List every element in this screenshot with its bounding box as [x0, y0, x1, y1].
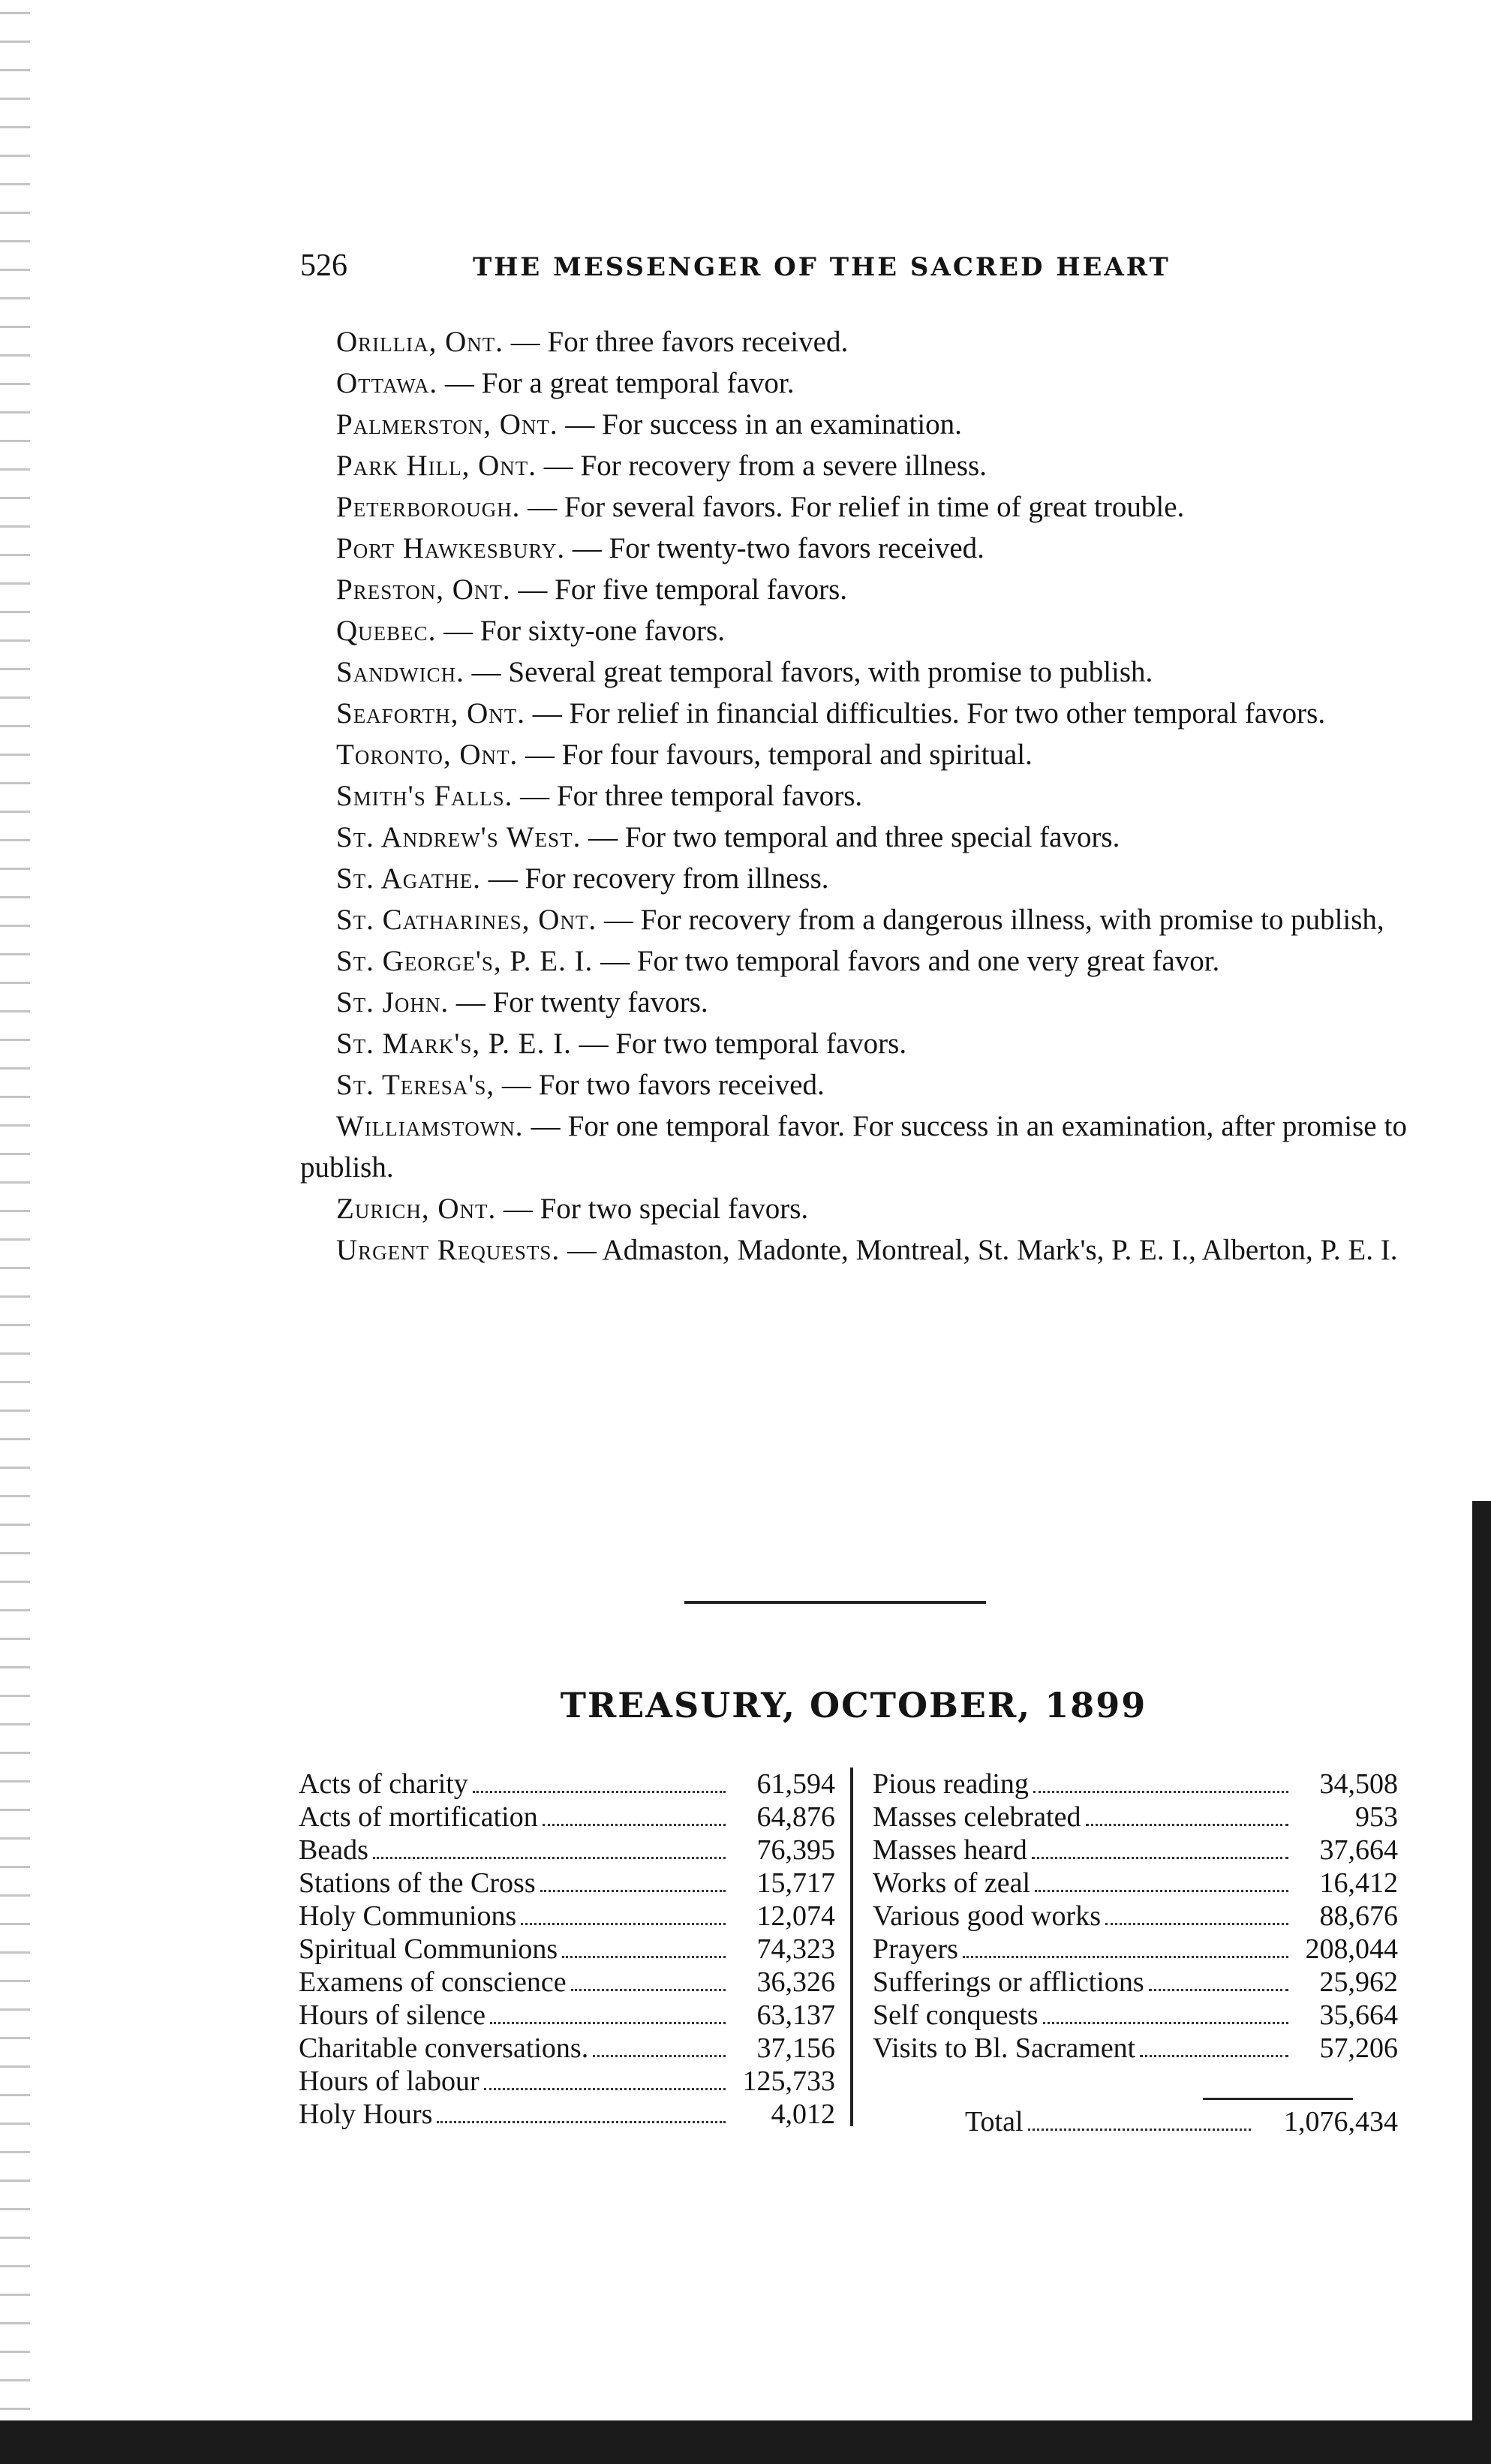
favor-entry: [300, 363, 1407, 404]
entry-text: — For recovery from a dangerous illness, with promise to publish,: [597, 904, 1384, 936]
leader-dots: [490, 2002, 726, 2024]
treasury-value: 4,012: [771, 2098, 835, 2130]
treasury-row: [299, 1966, 835, 1999]
entry-place: Williamstown.: [336, 1110, 524, 1142]
treasury-label: Charitable conversations.: [299, 2032, 589, 2064]
entry-text: — Admaston, Madonte, Montreal, St. Mark's, P. E. I., Alberton, P. E. I.: [560, 1234, 1398, 1266]
treasury-label: Hours of silence: [299, 1999, 486, 2031]
treasury-row: [873, 1933, 1398, 1966]
favor-entry: [300, 734, 1407, 775]
favor-entry: [300, 858, 1407, 899]
treasury-row: [299, 1768, 835, 1801]
entry-text: — For two temporal favors and one very great favor.: [593, 945, 1220, 977]
section-divider-rule: [684, 1601, 986, 1604]
treasury-row: [873, 1867, 1398, 1900]
entry-place: Orillia, Ont.: [336, 326, 504, 358]
entry-text: — For two favors received.: [494, 1069, 825, 1101]
treasury-label: Holy Communions: [299, 1900, 517, 1932]
treasury-row: [873, 1900, 1398, 1933]
treasury-label: Stations of the Cross: [299, 1867, 536, 1899]
treasury-value: 12,074: [756, 1900, 835, 1932]
scan-edge: [0, 0, 30, 2464]
entry-place: Seaforth, Ont.: [336, 697, 525, 730]
treasury-title: TREASURY, OCTOBER, 1899: [560, 1685, 1147, 1725]
entry-place: Park Hill, Ont.: [336, 450, 537, 482]
leader-dots: [1032, 1837, 1288, 1859]
treasury-value: 15,717: [756, 1867, 835, 1899]
running-title: THE MESSENGER OF THE SACRED HEART: [473, 252, 1171, 282]
favor-entry: [300, 321, 1407, 363]
treasury-label: Visits to Bl. Sacrament: [873, 2032, 1136, 2064]
entry-place: Smith's Falls.: [336, 780, 513, 812]
entry-text: — For recovery from illness.: [480, 862, 829, 895]
entry-place: Peterborough.: [336, 491, 521, 523]
entry-text: — For recovery from a severe illness.: [537, 450, 987, 482]
treasury-row: [873, 1834, 1398, 1867]
leader-dots: [1105, 1903, 1288, 1925]
treasury-value: 57,206: [1319, 2032, 1398, 2064]
total-label: Total: [965, 2106, 1024, 2138]
entry-place: Sandwich.: [336, 656, 464, 688]
leader-dots: [1140, 2035, 1288, 2057]
leader-dots: [437, 2101, 726, 2123]
leader-dots: [562, 1936, 726, 1958]
treasury-label: Spiritual Communions: [299, 1933, 558, 1965]
treasury-row: [873, 2032, 1398, 2065]
leader-dots: [1033, 1771, 1288, 1793]
entry-place: Port Hawkesbury.: [336, 532, 566, 564]
entry-place: St. John.: [336, 986, 449, 1018]
favor-entry: [300, 569, 1407, 610]
entry-text: — For success in an examination.: [558, 408, 962, 441]
entry-place: Preston, Ont.: [336, 573, 511, 606]
leader-dots: [521, 1903, 726, 1925]
treasury-row: [299, 2098, 835, 2131]
treasury-row: [873, 1999, 1398, 2032]
favor-entry: [300, 1023, 1407, 1064]
favor-entry: [300, 775, 1407, 817]
leader-dots: [1035, 1870, 1288, 1892]
treasury-row: [873, 1966, 1398, 1999]
entry-place: Palmerston, Ont.: [336, 408, 558, 441]
leader-dots: [593, 2035, 726, 2057]
entry-place: St. Andrew's West.: [336, 821, 582, 853]
scan-border-bottom: [0, 2420, 1491, 2464]
favor-entry: [300, 486, 1407, 528]
leader-dots: [1028, 2109, 1251, 2131]
treasury-label: Works of zeal: [873, 1867, 1031, 1899]
leader-dots: [1086, 1804, 1289, 1826]
treasury-row: [299, 1867, 835, 1900]
treasury-value: 37,664: [1319, 1834, 1398, 1866]
treasury-row: [873, 1801, 1398, 1834]
treasury-label: Beads: [299, 1834, 368, 1866]
favor-entry: [300, 1106, 1407, 1188]
entry-text: — For one temporal favor. For success in an examination, after promise to publish.: [300, 1110, 1407, 1184]
leader-dots: [571, 1969, 726, 1991]
entry-text: — For three favors received.: [504, 326, 849, 358]
favor-entry: [300, 899, 1407, 940]
treasury-label: Pious reading: [873, 1768, 1029, 1800]
entry-text: — For sixty-one favors.: [436, 615, 725, 647]
treasury-label: Masses heard: [873, 1834, 1027, 1866]
entry-text: — For two special favors.: [496, 1193, 809, 1225]
favor-entry: [300, 528, 1407, 569]
treasury-value: 88,676: [1319, 1900, 1398, 1932]
favor-entry: [300, 1229, 1407, 1271]
entry-text: — Several great temporal favors, with promise to publish.: [464, 656, 1153, 688]
favor-entry: [300, 610, 1407, 651]
treasury-label: Holy Hours: [299, 2098, 433, 2130]
treasury-value: 36,326: [756, 1966, 835, 1998]
leader-dots: [963, 1936, 1288, 1958]
entry-text: — For two temporal and three special favors.: [581, 821, 1120, 853]
leader-dots: [484, 2068, 726, 2090]
entry-text: — For a great temporal favor.: [437, 367, 795, 399]
scan-border-right: [1472, 1501, 1491, 2464]
total-value: 1,076,434: [1284, 2106, 1398, 2138]
treasury-label: Prayers: [873, 1933, 958, 1965]
leader-dots: [1043, 2002, 1288, 2024]
entry-place: Quebec.: [336, 615, 437, 647]
treasury-value: 61,594: [756, 1768, 835, 1800]
treasury-value: 76,395: [756, 1834, 835, 1866]
favor-entry: [300, 982, 1407, 1023]
entry-text: — For twenty favors.: [449, 986, 708, 1018]
treasury-row: [299, 2065, 835, 2098]
treasury-table: [299, 1768, 1409, 2138]
treasury-row: [299, 1933, 835, 1966]
leader-dots: [540, 1870, 726, 1892]
treasury-value: 208,044: [1305, 1933, 1398, 1965]
entry-text: — For twenty-two favors received.: [565, 532, 984, 564]
leader-dots: [1149, 1969, 1288, 1991]
entry-text: — For three temporal favors.: [513, 780, 863, 812]
leader-dots: [373, 1837, 726, 1859]
favor-entry: [300, 651, 1407, 693]
favor-entry: [300, 445, 1407, 486]
entry-place: Zurich, Ont.: [336, 1193, 497, 1225]
treasury-label: Masses celebrated: [873, 1801, 1081, 1833]
entry-text: — For five temporal favors.: [510, 573, 848, 606]
treasury-total-row: [965, 2105, 1398, 2138]
treasury-row: [873, 1768, 1398, 1801]
entry-text: — For several favors. For relief in time of great trouble.: [520, 491, 1185, 523]
page-number: 526: [300, 248, 347, 283]
favor-entry: [300, 817, 1407, 858]
treasury-row: [299, 1834, 835, 1867]
favor-entry: [300, 940, 1407, 982]
running-header: [300, 248, 1411, 293]
treasury-row: [299, 1900, 835, 1933]
treasury-row: [299, 1801, 835, 1834]
treasury-left-column: [299, 1768, 835, 2131]
favor-entry: [300, 1064, 1407, 1106]
entry-place: Urgent Requests.: [336, 1234, 561, 1266]
treasury-value: 125,733: [742, 2065, 835, 2097]
treasury-row: [299, 2032, 835, 2065]
favor-entry: [300, 404, 1407, 445]
entry-place: St. Mark's, P. E. I.: [336, 1027, 572, 1060]
entry-place: Ottawa.: [336, 367, 438, 399]
treasury-value: 34,508: [1319, 1768, 1398, 1800]
treasury-label: Sufferings or afflictions: [873, 1966, 1144, 1998]
favors-list: [300, 321, 1407, 1271]
total-rule: [1203, 2098, 1353, 2100]
treasury-value: 63,137: [756, 1999, 835, 2031]
favor-entry: [300, 693, 1407, 734]
entry-text: — For four favours, temporal and spiritual.: [518, 739, 1033, 771]
treasury-value: 953: [1355, 1801, 1398, 1833]
leader-dots: [543, 1804, 726, 1826]
treasury-label: Various good works: [873, 1900, 1101, 1932]
entry-place: St. Agathe.: [336, 862, 481, 895]
column-divider: [850, 1768, 853, 2126]
entry-text: — For two temporal favors.: [571, 1027, 907, 1060]
treasury-row: [299, 1999, 835, 2032]
treasury-right-column: [873, 1768, 1398, 2065]
treasury-value: 35,664: [1319, 1999, 1398, 2031]
entry-place: St. Teresa's,: [336, 1069, 495, 1101]
treasury-value: 37,156: [756, 2032, 835, 2064]
treasury-value: 16,412: [1319, 1867, 1398, 1899]
treasury-value: 25,962: [1319, 1966, 1398, 1998]
treasury-label: Self conquests: [873, 1999, 1039, 2031]
entry-place: St. Catharines, Ont.: [336, 904, 597, 936]
treasury-value: 74,323: [756, 1933, 835, 1965]
favor-entry: [300, 1188, 1407, 1229]
treasury-label: Examens of conscience: [299, 1966, 567, 1998]
entry-place: St. George's, P. E. I.: [336, 945, 594, 977]
treasury-label: Hours of labour: [299, 2065, 479, 2097]
treasury-label: Acts of mortification: [299, 1801, 538, 1833]
entry-text: — For relief in financial difficulties. For two other temporal favors.: [525, 697, 1326, 730]
treasury-label: Acts of charity: [299, 1768, 468, 1800]
leader-dots: [473, 1771, 726, 1793]
entry-place: Toronto, Ont.: [336, 739, 519, 771]
treasury-value: 64,876: [756, 1801, 835, 1833]
